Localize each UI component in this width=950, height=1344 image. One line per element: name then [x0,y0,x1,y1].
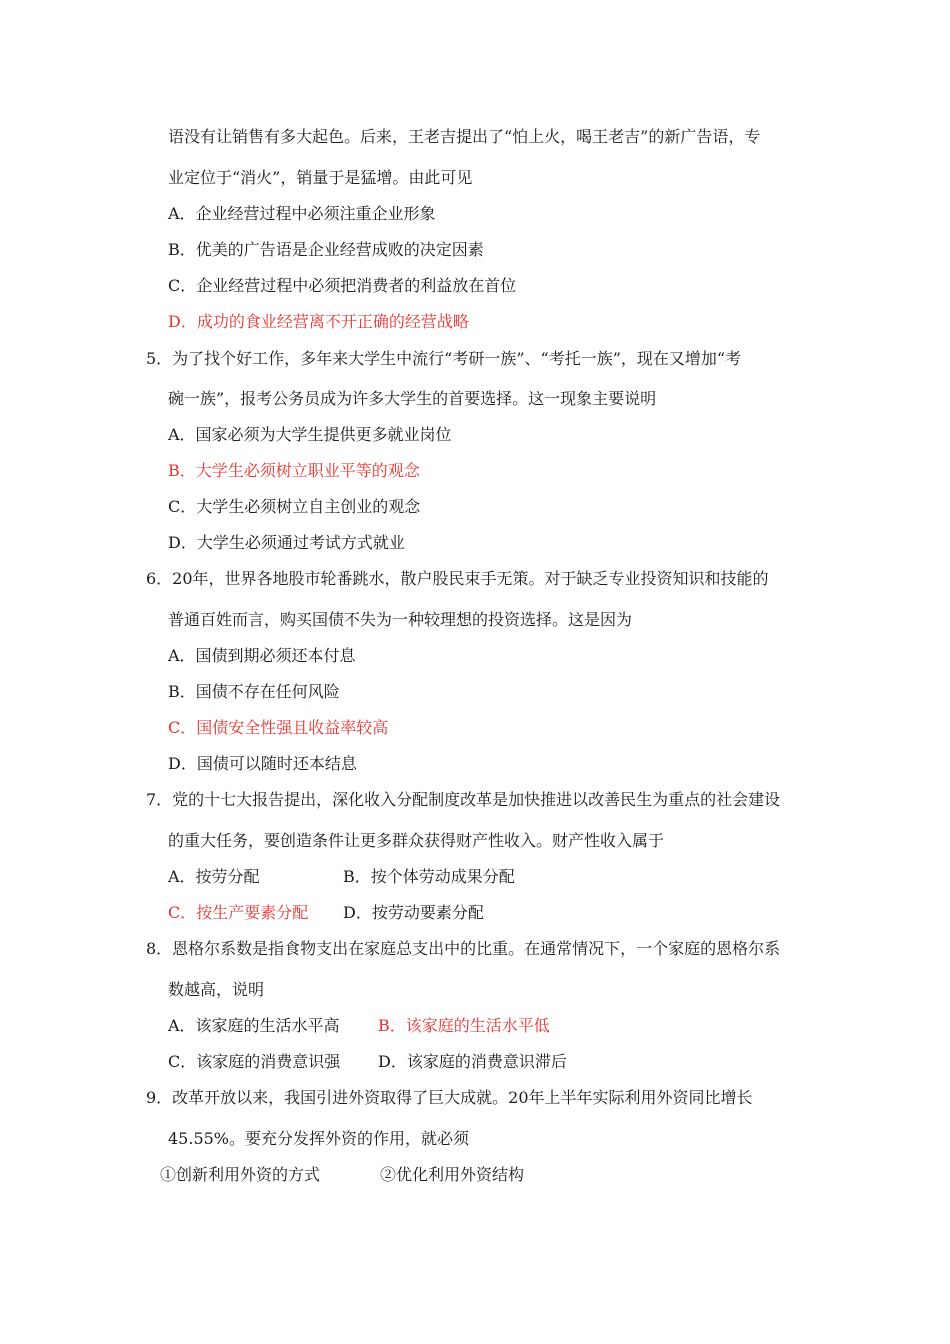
q4-stem-line2: 业定位于“消火”，销量于是猛增。由此可见 [168,168,473,187]
q4-option-b: B．优美的广告语是企业经营成败的决定因素 [168,240,484,259]
q7-option-c-answer: C．按生产要素分配 [168,903,309,922]
q8-stem-line1: 8．恩格尔系数是指食物支出在家庭总支出中的比重。在通常情况下，一个家庭的恩格尔系 [146,939,781,958]
q9-item-2: ②优化利用外资结构 [380,1165,525,1184]
q5-option-d: D．大学生必须通过考试方式就业 [168,533,405,552]
q8-option-b-answer: B．该家庭的生活水平低 [378,1016,550,1035]
q8-option-a: A．该家庭的生活水平高 [168,1016,340,1035]
q5-stem-line2: 碗一族”，报考公务员成为许多大学生的首要选择。这一现象主要说明 [168,389,657,408]
q6-option-d: D．国债可以随时还本结息 [168,754,357,773]
q9-item-1: ①创新利用外资的方式 [160,1165,321,1184]
q9-stem-line1: 9．改革开放以来，我国引进外资取得了巨大成就。20年上半年实际利用外资同比增长 [146,1088,753,1107]
q6-option-c-answer: C．国债安全性强且收益率较高 [168,718,389,737]
q7-option-d: D．按劳动要素分配 [343,903,484,922]
q6-stem-line2: 普通百姓而言，购买国债不失为一种较理想的投资选择。这是因为 [168,610,633,629]
q8-stem-line2: 数越高，说明 [168,980,265,999]
q5-option-a: A．国家必须为大学生提供更多就业岗位 [168,425,452,444]
q9-stem-line2: 45.55%。要充分发挥外资的作用，就必须 [168,1129,470,1148]
q7-option-a: A．按劳分配 [168,867,260,886]
q6-stem-line1: 6．20年，世界各地股市轮番跳水，散户股民束手无策。对于缺乏专业投资知识和技能的 [146,569,769,588]
q8-option-c: C．该家庭的消费意识强 [168,1052,341,1071]
q7-option-b: B．按个体劳动成果分配 [343,867,515,886]
q5-option-b-answer: B．大学生必须树立职业平等的观念 [168,461,420,480]
q7-stem-line1: 7．党的十七大报告提出，深化收入分配制度改革是加快推进以改善民生为重点的社会建设 [146,790,781,809]
q6-option-a: A．国债到期必须还本付息 [168,646,356,665]
q6-option-b: B．国债不存在任何风险 [168,682,340,701]
q7-stem-line2: 的重大任务，要创造条件让更多群众获得财产性收入。财产性收入属于 [168,831,665,850]
q4-stem-line1: 语没有让销售有多大起色。后来，王老吉提出了“怕上火，喝王老吉”的新广告语，专 [168,127,761,146]
q4-option-c: C．企业经营过程中必须把消费者的利益放在首位 [168,276,517,295]
q5-stem-line1: 5．为了找个好工作，多年来大学生中流行“考研一族”、“考托一族”，现在又增加“考 [146,349,742,368]
q8-option-d: D．该家庭的消费意识滞后 [378,1052,567,1071]
q5-option-c: C．大学生必须树立自主创业的观念 [168,497,421,516]
q4-option-a: A．企业经营过程中必须注重企业形象 [168,204,436,223]
q4-option-d-answer: D．成功的食业经营离不开正确的经营战略 [168,312,469,331]
